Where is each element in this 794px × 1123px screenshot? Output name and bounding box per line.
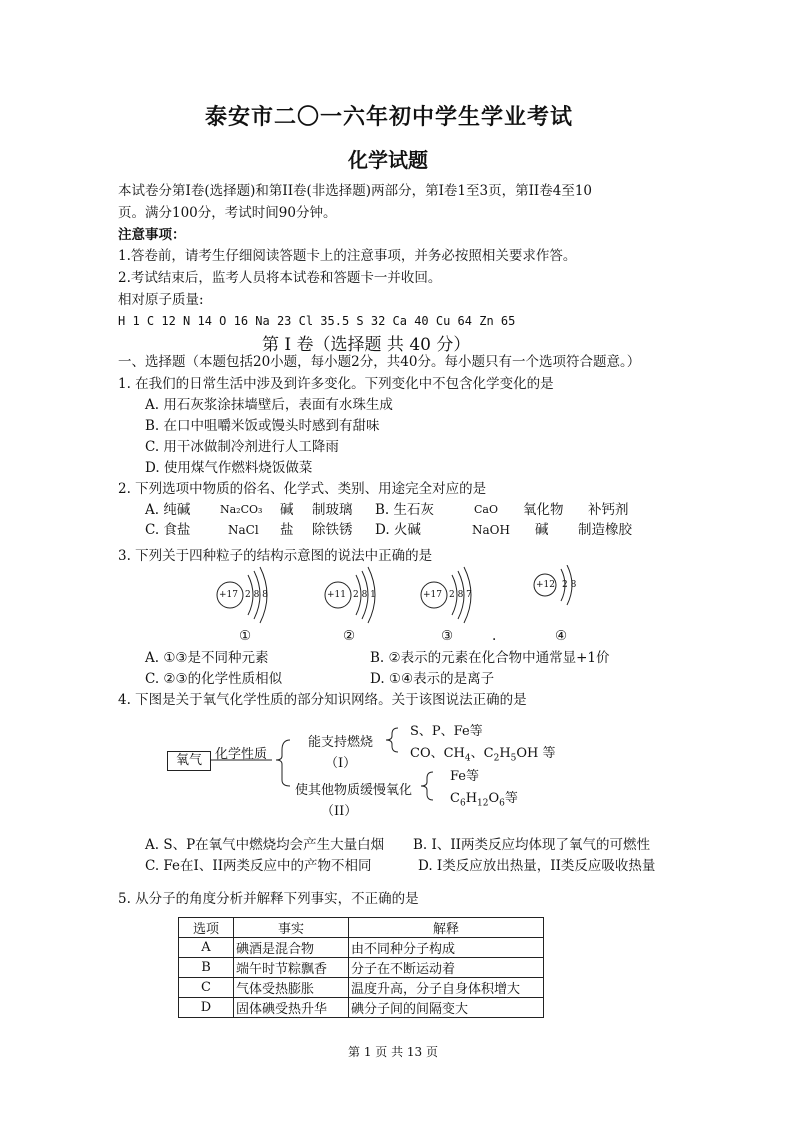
table-row: [179, 938, 544, 958]
atom-1-label: ①: [239, 628, 252, 644]
q2-option-d-type: 碱: [535, 522, 549, 538]
q3-stem: 3. 下列关于四种粒子的结构示意图的说法中正确的是: [118, 548, 433, 564]
table-cell-option: D: [179, 998, 234, 1018]
q2-option-a-formula: Na₂CO₃: [220, 503, 263, 516]
q2-option-c-use: 除铁锈: [312, 522, 353, 538]
q1-option-d: D. 使用煤气作燃料烧饭做菜: [145, 460, 313, 476]
table-header-row: [179, 918, 544, 938]
table-cell-explanation: 由不同种分子构成: [349, 938, 544, 958]
table-header-option: 选项: [179, 918, 234, 938]
q4-stem: 4. 下图是关于氧气化学性质的部分知识网络。关于该图说法正确的是: [118, 692, 527, 708]
note-1: 1.答卷前，请考生仔细阅读答题卡上的注意事项，并务必按照相关要求作答。: [118, 248, 577, 264]
exam-title: 泰安市二〇一六年初中学生学业考试: [205, 104, 574, 130]
q4-option-d: D. I类反应放出热量，II类反应吸收热量: [418, 858, 656, 874]
notes-heading: 注意事项：: [118, 227, 186, 243]
stray-dot: .: [492, 628, 497, 644]
section1-instructions: 一、选择题（本题包括20小题，每小题2分，共40分。每小题只有一个选项符合题意。）: [118, 354, 641, 370]
q5-stem: 5. 从分子的角度分析并解释下列事实，不正确的是: [118, 891, 419, 907]
q4-option-a: A. S、P在氧气中燃烧均会产生大量白烟: [145, 837, 385, 853]
atom-1-nucleus: +17: [219, 590, 238, 600]
q2-option-d-formula: NaOH: [472, 523, 510, 537]
table-header-explanation: 解释: [349, 918, 544, 938]
table-cell-fact: 固体碘受热升华: [234, 998, 349, 1018]
atom-3-nucleus: +17: [423, 590, 442, 600]
table-cell-option: A: [179, 938, 234, 958]
q4-option-b: B. I、II两类反应均体现了氧气的可燃性: [413, 837, 651, 853]
diagram-b2-item-2: $C_6H_{12}O_6$等: [450, 791, 518, 809]
q2-option-b-type: 氧化物: [523, 502, 564, 518]
atom-3-label: ③: [441, 628, 454, 644]
table-cell-explanation: 碘分子间的间隔变大: [349, 998, 544, 1018]
q2-option-c-type: 盐: [280, 522, 294, 538]
q3-option-c: C. ②③的化学性质相似: [145, 671, 283, 687]
atom-4-shells: 2 8: [562, 580, 577, 590]
q1-option-b: B. 在口中咀嚼米饭或馒头时感到有甜味: [145, 418, 380, 434]
atom-1-shells: 2 8 8: [245, 590, 268, 600]
table-cell-option: C: [179, 978, 234, 998]
intro-line-2: 页。满分100分，考试时间90分钟。: [118, 205, 337, 221]
table-cell-option: B: [179, 958, 234, 978]
q2-option-b-label: B. 生石灰: [375, 502, 435, 518]
atom-2-label: ②: [343, 628, 356, 644]
table-cell-fact: 气体受热膨胀: [234, 978, 349, 998]
table-cell-explanation: 分子在不断运动着: [349, 958, 544, 978]
diagram-edge-label: 化学性质: [215, 747, 268, 762]
q2-option-c-label: C. 食盐: [145, 522, 191, 538]
table-row: [179, 958, 544, 978]
diagram-branch-2-num: （II）: [321, 804, 358, 819]
q2-stem: 2. 下列选项中物质的俗名、化学式、类别、用途完全对应的是: [118, 481, 487, 497]
diagram-root-box: 氧气: [167, 751, 211, 771]
diagram-b1-item-1: S、P、Fe等: [410, 724, 483, 739]
atom-2-shells: 2 8 1: [353, 590, 376, 600]
q1-option-c: C. 用干冰做制冷剂进行人工降雨: [145, 439, 339, 455]
q2-option-a-type: 碱: [280, 502, 294, 518]
diagram-branch-2: 使其他物质缓慢氧化: [295, 783, 413, 798]
q2-option-d-use: 制造橡胶: [578, 522, 632, 538]
q2-option-a-use: 制玻璃: [312, 502, 353, 518]
table-cell-fact: 碘酒是混合物: [234, 938, 349, 958]
diagram-b1-item-2: CO、$CH_4$、$C_2H_5OH$ 等: [410, 746, 556, 764]
q3-option-b: B. ②表示的元素在化合物中通常显+1价: [370, 650, 610, 666]
atomic-mass-label: 相对原子质量:: [118, 292, 204, 308]
table-header-fact: 事实: [234, 918, 349, 938]
note-2: 2.考试结束后，监考人员将本试卷和答题卡一并收回。: [118, 270, 442, 286]
q2-option-d-label: D. 火碱: [375, 522, 421, 538]
q3-option-a: A. ①③是不同种元素: [145, 650, 269, 666]
q2-option-a-label: A. 纯碱: [145, 502, 191, 518]
atom-4-label: ④: [555, 628, 568, 644]
q5-table: [178, 917, 544, 1018]
atom-4-nucleus: +12: [536, 580, 555, 590]
page-footer: 第 1 页 共 13 页: [348, 1045, 438, 1059]
part1-heading: 第 I 卷（选择题 共 40 分）: [262, 335, 471, 355]
intro-line-1: 本试卷分第I卷(选择题)和第II卷(非选择题)两部分，第I卷1至3页，第II卷4至10: [118, 183, 593, 199]
table-cell-explanation: 温度升高，分子自身体积增大: [349, 978, 544, 998]
q1-option-a: A. 用石灰浆涂抹墙壁后，表面有水珠生成: [145, 397, 393, 413]
q3-option-d: D. ①④表示的是离子: [370, 671, 495, 687]
q2-option-c-formula: NaCl: [228, 523, 259, 537]
q1-stem: 1. 在我们的日常生活中涉及到许多变化。下列变化中不包含化学变化的是: [118, 376, 554, 392]
table-cell-fact: 端午时节粽飘香: [234, 958, 349, 978]
diagram-branch-1: 能支持燃烧: [308, 735, 374, 750]
atom-3-shells: 2 8 7: [449, 590, 472, 600]
q4-option-c: C. Fe在I、II两类反应中的产物不相同: [145, 858, 372, 874]
exam-subtitle: 化学试题: [348, 148, 428, 172]
diagram-b2-item-1: Fe等: [450, 769, 480, 784]
q2-option-b-formula: CaO: [474, 503, 498, 516]
atomic-mass-values: H 1 C 12 N 14 O 16 Na 23 Cl 35.5 S 32 Ca 40 Cu 64 Zn 65: [118, 314, 516, 328]
table-row: [179, 978, 544, 998]
atom-2-nucleus: +11: [327, 590, 346, 600]
diagram-branch-1-num: （I）: [325, 756, 357, 771]
table-row: [179, 998, 544, 1018]
q2-option-b-use: 补钙剂: [588, 502, 629, 518]
